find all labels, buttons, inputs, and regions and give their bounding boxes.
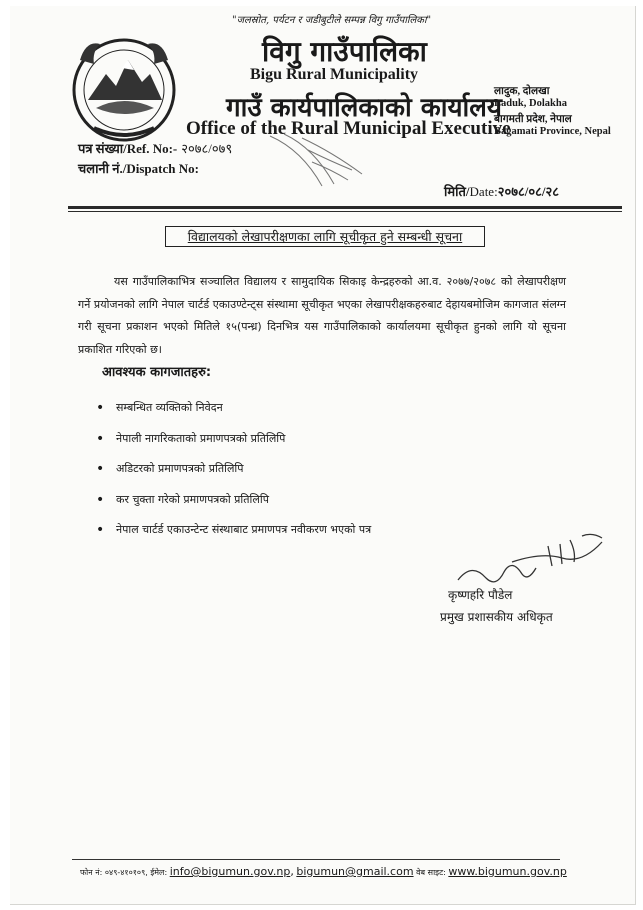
signatory-name: कृष्णहरि पौडेल [448, 588, 513, 602]
bullet-icon: • [96, 430, 105, 447]
dispatch-number: चलानी नं./Dispatch No: [78, 161, 199, 176]
notice-subject: विद्यालयको लेखापरीक्षणका लागि सूचीकृत हुने सम्बन्धी सूचना [165, 226, 485, 247]
address-line: Bagamati Province, Nepal [494, 126, 611, 137]
address-line: बागमती प्रदेश, नेपाल [494, 114, 572, 125]
footer-contact [80, 865, 567, 878]
office-title-en: Office of the Rural Municipal Executive [186, 118, 511, 139]
list-item-text: कर चुक्ता गरेको प्रमाणपत्रको प्रतिलिपि [116, 492, 269, 506]
list-item [96, 459, 516, 490]
date-label-en: Date: [469, 184, 498, 199]
municipality-title-np: विगु गाउँपालिका [262, 35, 427, 68]
phone-label: फोन नं: ०४९-४१०१०९, ईमेल: [80, 868, 168, 877]
website-label: वेब साइट: [416, 868, 446, 877]
signatory-title: प्रमुख प्रशासकीय अधिकृत [440, 610, 553, 624]
bullet-icon: • [96, 400, 105, 416]
reference-number [78, 139, 232, 157]
address-line: लादुक, दोलखा [494, 86, 550, 97]
government-emblem-logo [66, 30, 182, 146]
date-label-np: मिति/ [444, 184, 470, 199]
bullet-icon: • [96, 461, 105, 477]
bullet-icon: • [96, 491, 105, 508]
letter-date [444, 182, 559, 200]
notice-body: यस गाउँपालिकाभित्र सञ्चालित विद्यालय र सामुदायिक सिकाइ केन्द्रहरुको आ.व. २०७७/२०७८ को लेखापरीक्षण गर्ने प्रयोजनको लागि नेपाल चार्टर्ड एकाउण्टेन्ट्स संस्थामा सूचीकृत भएका लेखापरीक्षकहरुबाट देहायबमोजिम कागजात संलग्न गरी सूचना प्रकाशन भएको मितिले १५(पन्ध्र) दिनभित्र यस गाउँपालिकाको कार्यालयमा सूचीकृत हुनको लागि यो सूचना प्रकाशित गरिएको छ। [78, 275, 566, 356]
ref-label: पत्र संख्या/Ref. No:- [78, 141, 178, 156]
header-divider [68, 206, 622, 209]
list-item-text: सम्बन्धित व्यक्तिको निवेदन [116, 401, 223, 414]
email-link-2[interactable]: bigumun@gmail.com [296, 865, 414, 878]
list-item [96, 429, 516, 460]
list-item-text: नेपाल चार्टर्ड एकाउन्टेन्ट संस्थाबाट प्रमाणपत्र नवीकरण भएको पत्र [116, 523, 372, 536]
list-item-text: नेपाली नागरिकताको प्रमाणपत्रको प्रतिलिपि [116, 431, 286, 445]
handwritten-signature [452, 522, 612, 594]
municipality-title-en: Bigu Rural Municipality [250, 66, 419, 83]
list-item [96, 490, 516, 521]
email-separator: , [290, 865, 294, 878]
footer-divider [72, 859, 560, 860]
ref-value: २०७८/०७९ [181, 141, 233, 156]
list-item [96, 398, 516, 429]
motto: "जलस्रोत, पर्यटन र जडीबुटीले सम्पन्न विगु गाउँपालिका" [232, 15, 432, 26]
requirements-heading: आवश्यक कागजातहरु: [102, 365, 212, 380]
date-value: २०७८/०८/२८ [497, 184, 559, 199]
email-link[interactable]: info@bigumun.gov.np [169, 865, 291, 878]
address-line: Laduk, Dolakha [494, 98, 567, 109]
bullet-icon: • [96, 522, 105, 538]
list-item-text: अडिटरको प्रमाणपत्रको प्रतिलिपि [116, 462, 244, 475]
office-stamp [262, 130, 372, 196]
office-title-np: गाउँ कार्यपालिकाको कार्यालय [226, 93, 502, 123]
website-link[interactable]: www.bigumun.gov.np [448, 865, 567, 878]
header-divider-thin [68, 211, 622, 212]
